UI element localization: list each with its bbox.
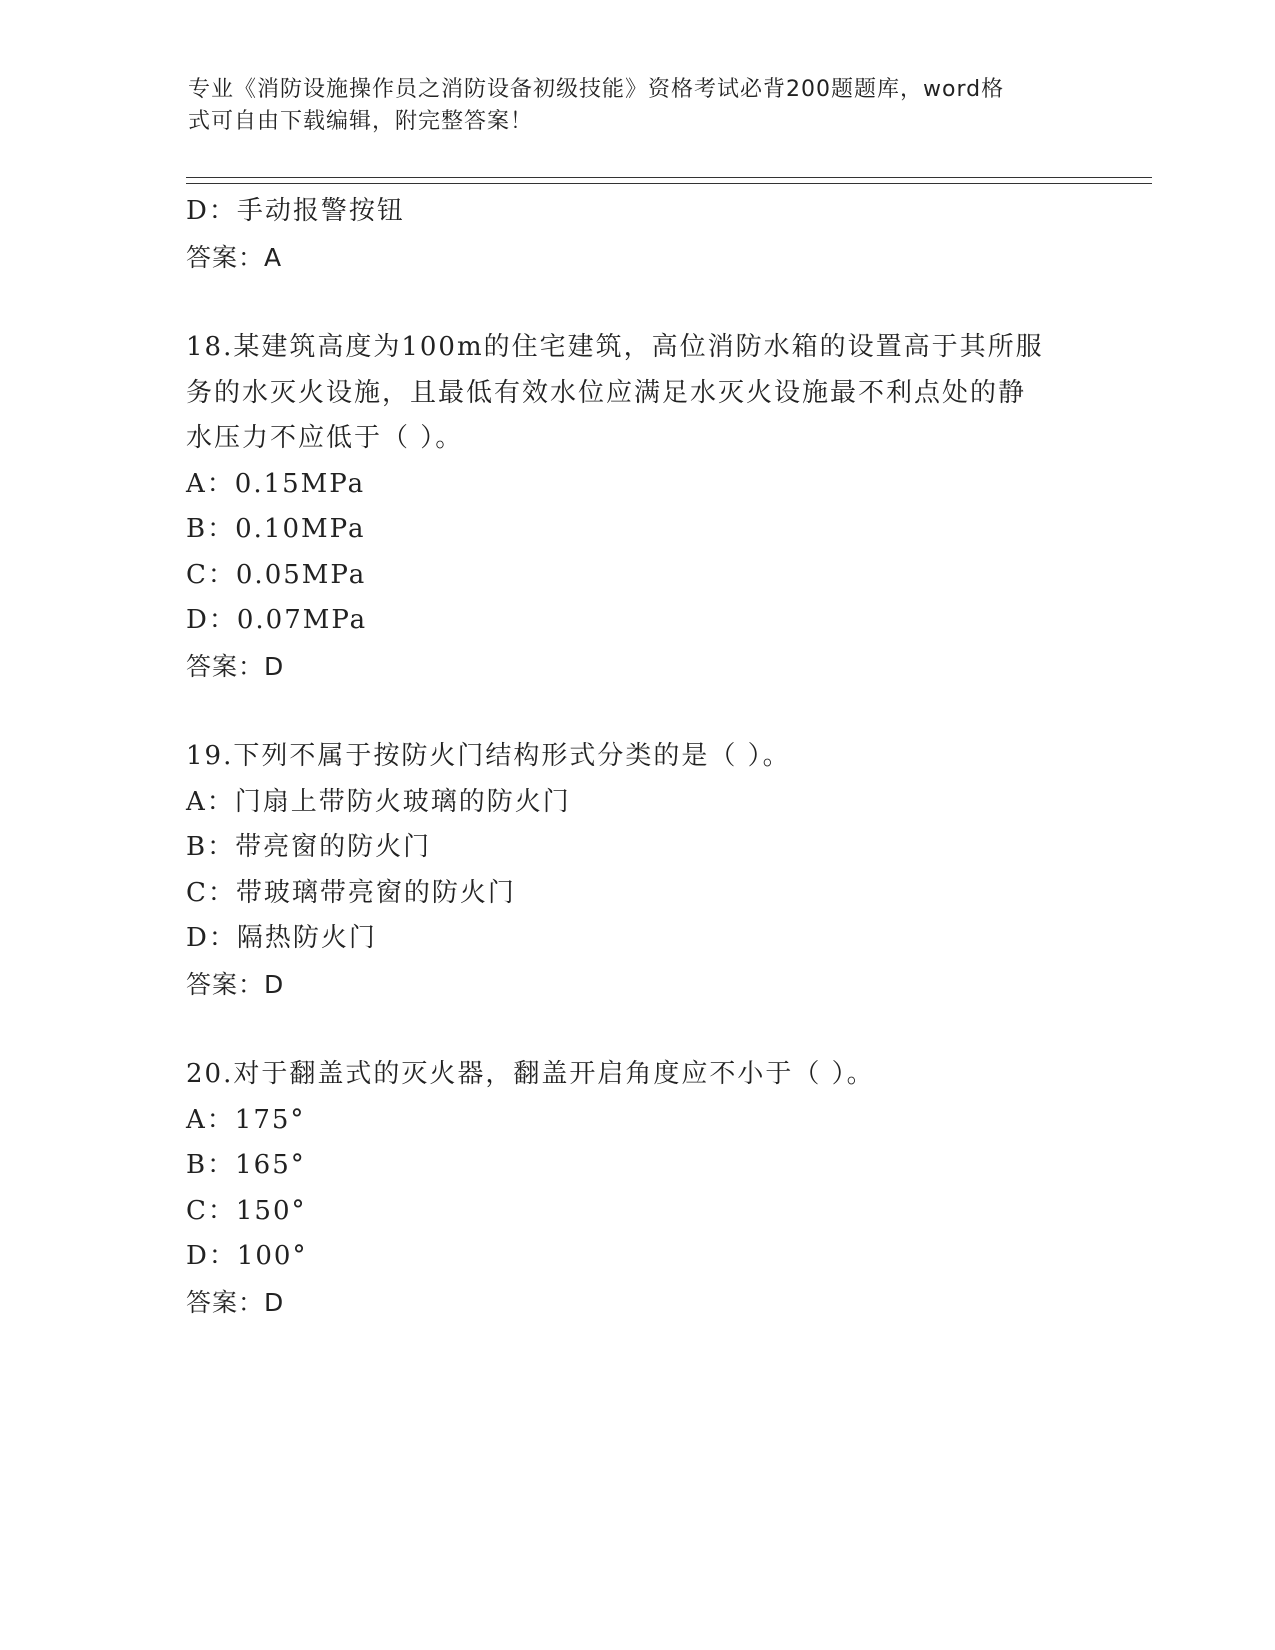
q19-option-a: A：门扇上带防火玻璃的防火门 <box>186 786 571 817</box>
question-18 <box>186 325 1086 689</box>
q18-option-c: C：0.05MPa <box>186 559 367 590</box>
q17-option-d: D：手动报警按钮 <box>186 196 405 226</box>
q18-stem-line-1: 18.某建筑高度为100m的住宅建筑，高位消防水箱的设置高于其所服 <box>186 332 1044 362</box>
q18-stem-line-3: 水压力不应低于（ ）。 <box>186 423 464 453</box>
q18-answer: 答案：D <box>186 651 285 681</box>
q18-option-b: B：0.10MPa <box>186 514 366 544</box>
q20-option-a: A：175° <box>186 1104 306 1135</box>
q20-option-c: C：150° <box>186 1195 307 1226</box>
q20-answer: 答案：D <box>186 1287 285 1317</box>
question-19 <box>186 734 1086 1007</box>
q19-answer: 答案：D <box>186 969 285 999</box>
header-line-1: 专业《消防设施操作员之消防设备初级技能》资格考试必背200题题库，word格 <box>188 77 1005 102</box>
header-line-2: 式可自由下载编辑，附完整答案！ <box>188 109 534 134</box>
q19-option-b: B：带亮窗的防火门 <box>186 832 432 862</box>
q19-stem: 19.下列不属于按防火门结构形式分类的是（ ）。 <box>186 741 791 771</box>
q17-answer: 答案：A <box>186 242 283 272</box>
q18-stem-line-2: 务的水灭火设施，且最低有效水位应满足水灭火设施最不利点处的静 <box>186 377 1027 408</box>
q19-option-c: C：带玻璃带亮窗的防火门 <box>186 877 516 908</box>
q19-option-d: D：隔热防火门 <box>186 923 377 953</box>
question-list <box>186 189 1086 1325</box>
document-header <box>188 74 1068 138</box>
spacer <box>186 689 1086 734</box>
spacer <box>186 280 1086 325</box>
header-divider <box>186 177 1152 184</box>
q20-option-b: B：165° <box>186 1150 306 1180</box>
spacer <box>186 1007 1086 1052</box>
question-17-tail <box>186 189 1086 280</box>
q18-option-d: D：0.07MPa <box>186 605 368 635</box>
question-20 <box>186 1052 1086 1325</box>
q20-option-d: D：100° <box>186 1241 308 1271</box>
q18-option-a: A：0.15MPa <box>186 468 366 499</box>
q20-stem: 20.对于翻盖式的灭火器，翻盖开启角度应不小于（ ）。 <box>186 1059 875 1089</box>
